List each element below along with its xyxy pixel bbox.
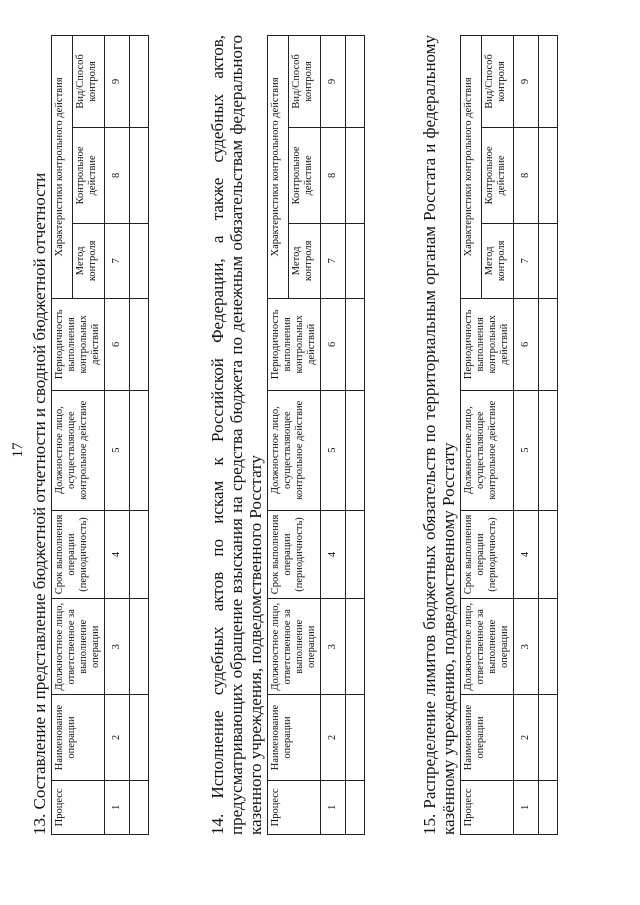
col-number: 5 [514,390,539,510]
col-number: 1 [514,780,539,834]
table-row [539,36,558,835]
header-control-action: Контрольное действие [73,127,105,223]
header-process: Процесс [461,780,514,834]
header-type: Вид/Способ контроля [289,36,321,128]
header-operation-name: Наименование операции [268,695,321,781]
control-table [460,35,558,835]
col-number: 1 [105,780,130,834]
header-characteristics: Характеристики контрольного действия [52,36,73,299]
table-row [346,36,365,835]
header-deadline: Срок выполнения операции (периодичность) [461,510,514,599]
col-number: 8 [321,127,346,223]
header-responsible: Должностное лицо, ответственное за выполнение операции [268,599,321,695]
header-control-official: Должностное лицо, осуществляющее контрольное действие [461,390,514,510]
table-row [130,36,149,835]
col-number: 4 [514,510,539,599]
header-periodicity: Периодичность выполнения контрольных действий [268,298,321,390]
col-number: 5 [321,390,346,510]
col-number: 9 [105,36,130,128]
col-number: 6 [105,298,130,390]
header-deadline: Срок выполнения операции (периодичность) [268,510,321,599]
col-number: 6 [514,298,539,390]
header-type: Вид/Способ контроля [482,36,514,128]
col-number: 2 [105,695,130,781]
col-number: 9 [321,36,346,128]
col-number: 3 [514,599,539,695]
col-number: 9 [514,36,539,128]
header-periodicity: Периодичность выполнения контрольных действий [52,298,105,390]
header-method: Метод контроля [289,223,321,298]
col-number: 3 [321,599,346,695]
col-number: 6 [321,298,346,390]
header-characteristics: Характеристики контрольного действия [461,36,482,299]
col-number: 8 [514,127,539,223]
header-process: Процесс [52,780,105,834]
col-number: 4 [105,510,130,599]
header-operation-name: Наименование операции [52,695,105,781]
header-deadline: Срок выполнения операции (периодичность) [52,510,105,599]
header-responsible: Должностное лицо, ответственное за выполнение операции [461,599,514,695]
col-number: 2 [514,695,539,781]
header-control-official: Должностное лицо, осуществляющее контрольное действие [268,390,321,510]
col-number: 4 [321,510,346,599]
col-number: 5 [105,390,130,510]
col-number: 3 [105,599,130,695]
header-method: Метод контроля [482,223,514,298]
section-title: 15. Распределение лимитов бюджетных обязательств по территориальным органам Росстата и федеральному казённому учреждению, подведомственному Росстату [420,35,458,835]
header-characteristics: Характеристики контрольного действия [268,36,289,299]
section-title: 14. Исполнение судебных актов по искам к Российской Федерации, а также судебных актов, предусматривающих обращение взыскания на средства бюджета по денежным обязательствам федерального казенного учреждения, подведомственного Росстату [208,35,265,835]
section-title: 13. Составление и представление бюджетной отчетности и сводной бюджетной отчетности [30,172,49,835]
col-number: 7 [321,223,346,298]
header-periodicity: Периодичность выполнения контрольных действий [461,298,514,390]
col-number: 7 [514,223,539,298]
section-15 [420,35,558,835]
header-responsible: Должностное лицо, ответственное за выполнение операции [52,599,105,695]
col-number: 2 [321,695,346,781]
header-control-action: Контрольное действие [289,127,321,223]
control-table [51,35,149,835]
col-number: 7 [105,223,130,298]
header-operation-name: Наименование операции [461,695,514,781]
header-control-action: Контрольное действие [482,127,514,223]
header-control-official: Должностное лицо, осуществляющее контрольное действие [52,390,105,510]
header-method: Метод контроля [73,223,105,298]
header-type: Вид/Способ контроля [73,36,105,128]
control-table [267,35,365,835]
page-number: 17 [10,442,26,458]
section-14 [208,35,365,835]
header-process: Процесс [268,780,321,834]
col-number: 1 [321,780,346,834]
section-13 [30,35,149,835]
col-number: 8 [105,127,130,223]
